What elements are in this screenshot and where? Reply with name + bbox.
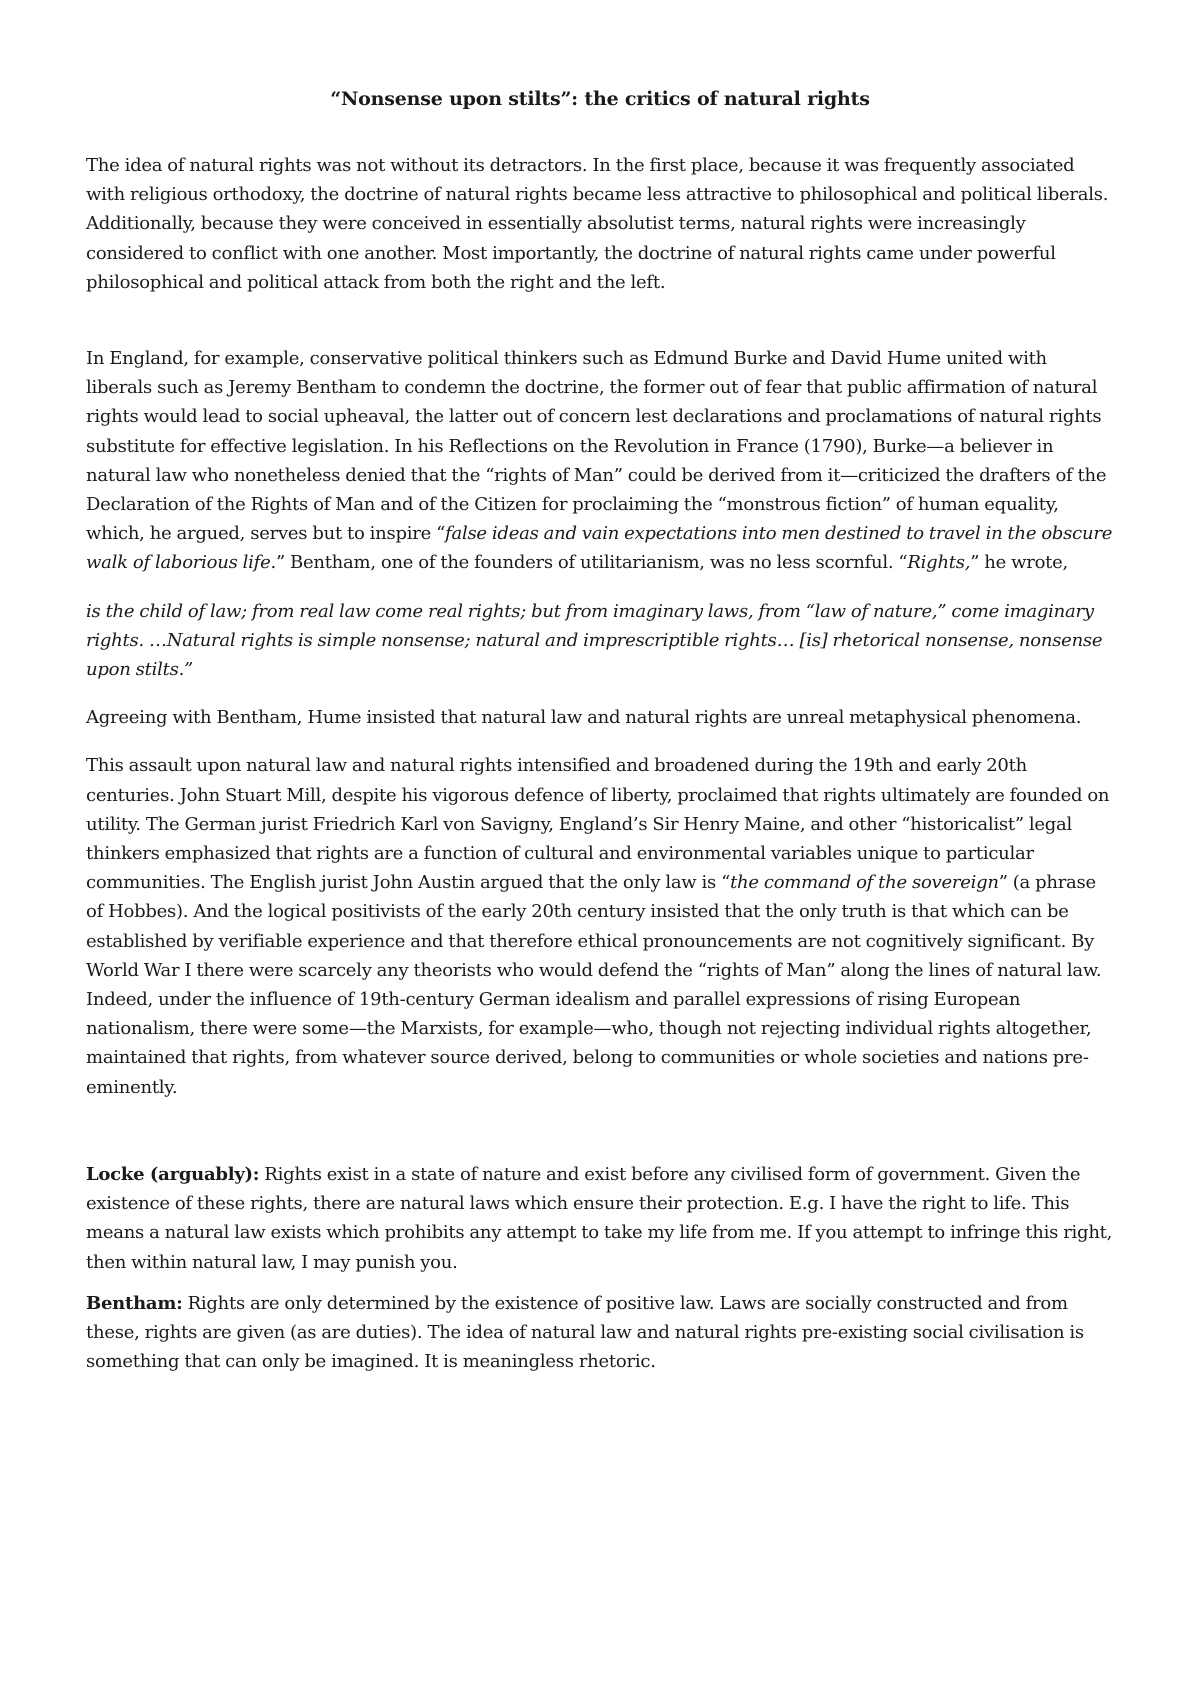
bentham-text: Rights are only determined by the existence of positive law. Laws are socially constructed and from these, rights are given (as are duties). The idea of natural law and natural rights pre-existing social civilisation is something that can only be imagined. It is meaningless rhetoric. bbox=[86, 1292, 1084, 1373]
paragraph-assault bbox=[86, 751, 1114, 1101]
paragraph-england-text-b: ” Bentham, one of the founders of utilitarianism, was no less scornful. “ bbox=[275, 552, 908, 574]
page-title: “Nonsense upon stilts”: the critics of natural rights bbox=[330, 88, 870, 110]
paragraph-locke bbox=[86, 1160, 1114, 1277]
paragraph-assault-text-a: This assault upon natural law and natural rights intensified and broadened during the 19th and early 20th centuries. John Stuart Mill, despite his vigorous defence of liberty, proclaimed that rights ultimately are founded on utility. The German jurist Friedrich Karl von Savigny, England’s Sir Henry Maine, and other “historicalist” legal thinkers emphasized that rights are a function of cultural and environmental variables unique to particular communities. The English jurist John Austin argued that the only law is “ bbox=[86, 755, 1110, 894]
bentham-rights-word: Rights, bbox=[907, 552, 971, 574]
paragraph-assault-text-b: ” (a phrase of Hobbes). And the logical positivists of the early 20th century insisted that the only truth is that which can be established by verifiable experience and that therefore ethical pronouncements are not cognitively significant. By World War I there were scarcely any theorists who would defend the “rights of Man” along the lines of natural law. Indeed, under the influence of 19th-century German idealism and parallel expressions of rising European nationalism, there were some—the Marxists, for example—who, though not rejecting individual rights altogether, maintained that rights, from whatever source derived, belong to communities or whole societies and nations pre-eminently. bbox=[86, 872, 1102, 1098]
bentham-block-quote: is the child of law; from real law come real rights; but from imaginary laws, from “law of nature,” come imaginary rights. …Natural rights is simple nonsense; natural and imprescriptible rights… [is] rhetorical nonsense, nonsense upon stilts.” bbox=[86, 600, 1103, 681]
paragraph-england bbox=[86, 344, 1114, 578]
austin-quote: the command of the sovereign bbox=[730, 872, 999, 894]
burke-quote: false ideas and vain expectations into men destined to travel in the obscure walk of laborious life. bbox=[86, 523, 1113, 574]
locke-label: Locke (arguably): bbox=[86, 1163, 260, 1185]
paragraph-bentham bbox=[86, 1289, 1114, 1377]
locke-text: Rights exist in a state of nature and exist before any civilised form of government. Given the existence of these rights, there are natural laws which ensure their protection. E.g. I have the right to life. This means a natural law exists which prohibits any attempt to take my life from me. If you attempt to infringe this right, then within natural law, I may punish you. bbox=[86, 1163, 1113, 1273]
paragraph-england-text-c: ” he wrote, bbox=[970, 552, 1069, 574]
bentham-label: Bentham: bbox=[86, 1292, 183, 1314]
paragraph-hume: Agreeing with Bentham, Hume insisted that natural law and natural rights are unreal metaphysical phenomena. bbox=[86, 707, 1082, 729]
paragraph-england-text-a: In England, for example, conservative political thinkers such as Edmund Burke and David Hume united with liberals such as Jeremy Bentham to condemn the doctrine, the former out of fear that public affirmation of natural rights would lead to social upheaval, the latter out of concern lest declarations and proclamations of natural rights substitute for effective legislation. In his Reflections on the Revolution in France (1790), Burke—a believer in natural law who nonetheless denied that the “rights of Man” could be derived from it—criticized the drafters of the Declaration of the Rights of Man and of the Citizen for proclaiming the “monstrous fiction” of human equality, which, he argued, serves but to inspire “ bbox=[86, 348, 1107, 545]
paragraph-intro: The idea of natural rights was not without its detractors. In the first place, because it was frequently associated with religious orthodoxy, the doctrine of natural rights became less attractive to philosophical and political liberals. Additionally, because they were conceived in essentially absolutist terms, natural rights were increasingly considered to conflict with one another. Most importantly, the doctrine of natural rights came under powerful philosophical and political attack from both the right and the left. bbox=[86, 155, 1109, 293]
